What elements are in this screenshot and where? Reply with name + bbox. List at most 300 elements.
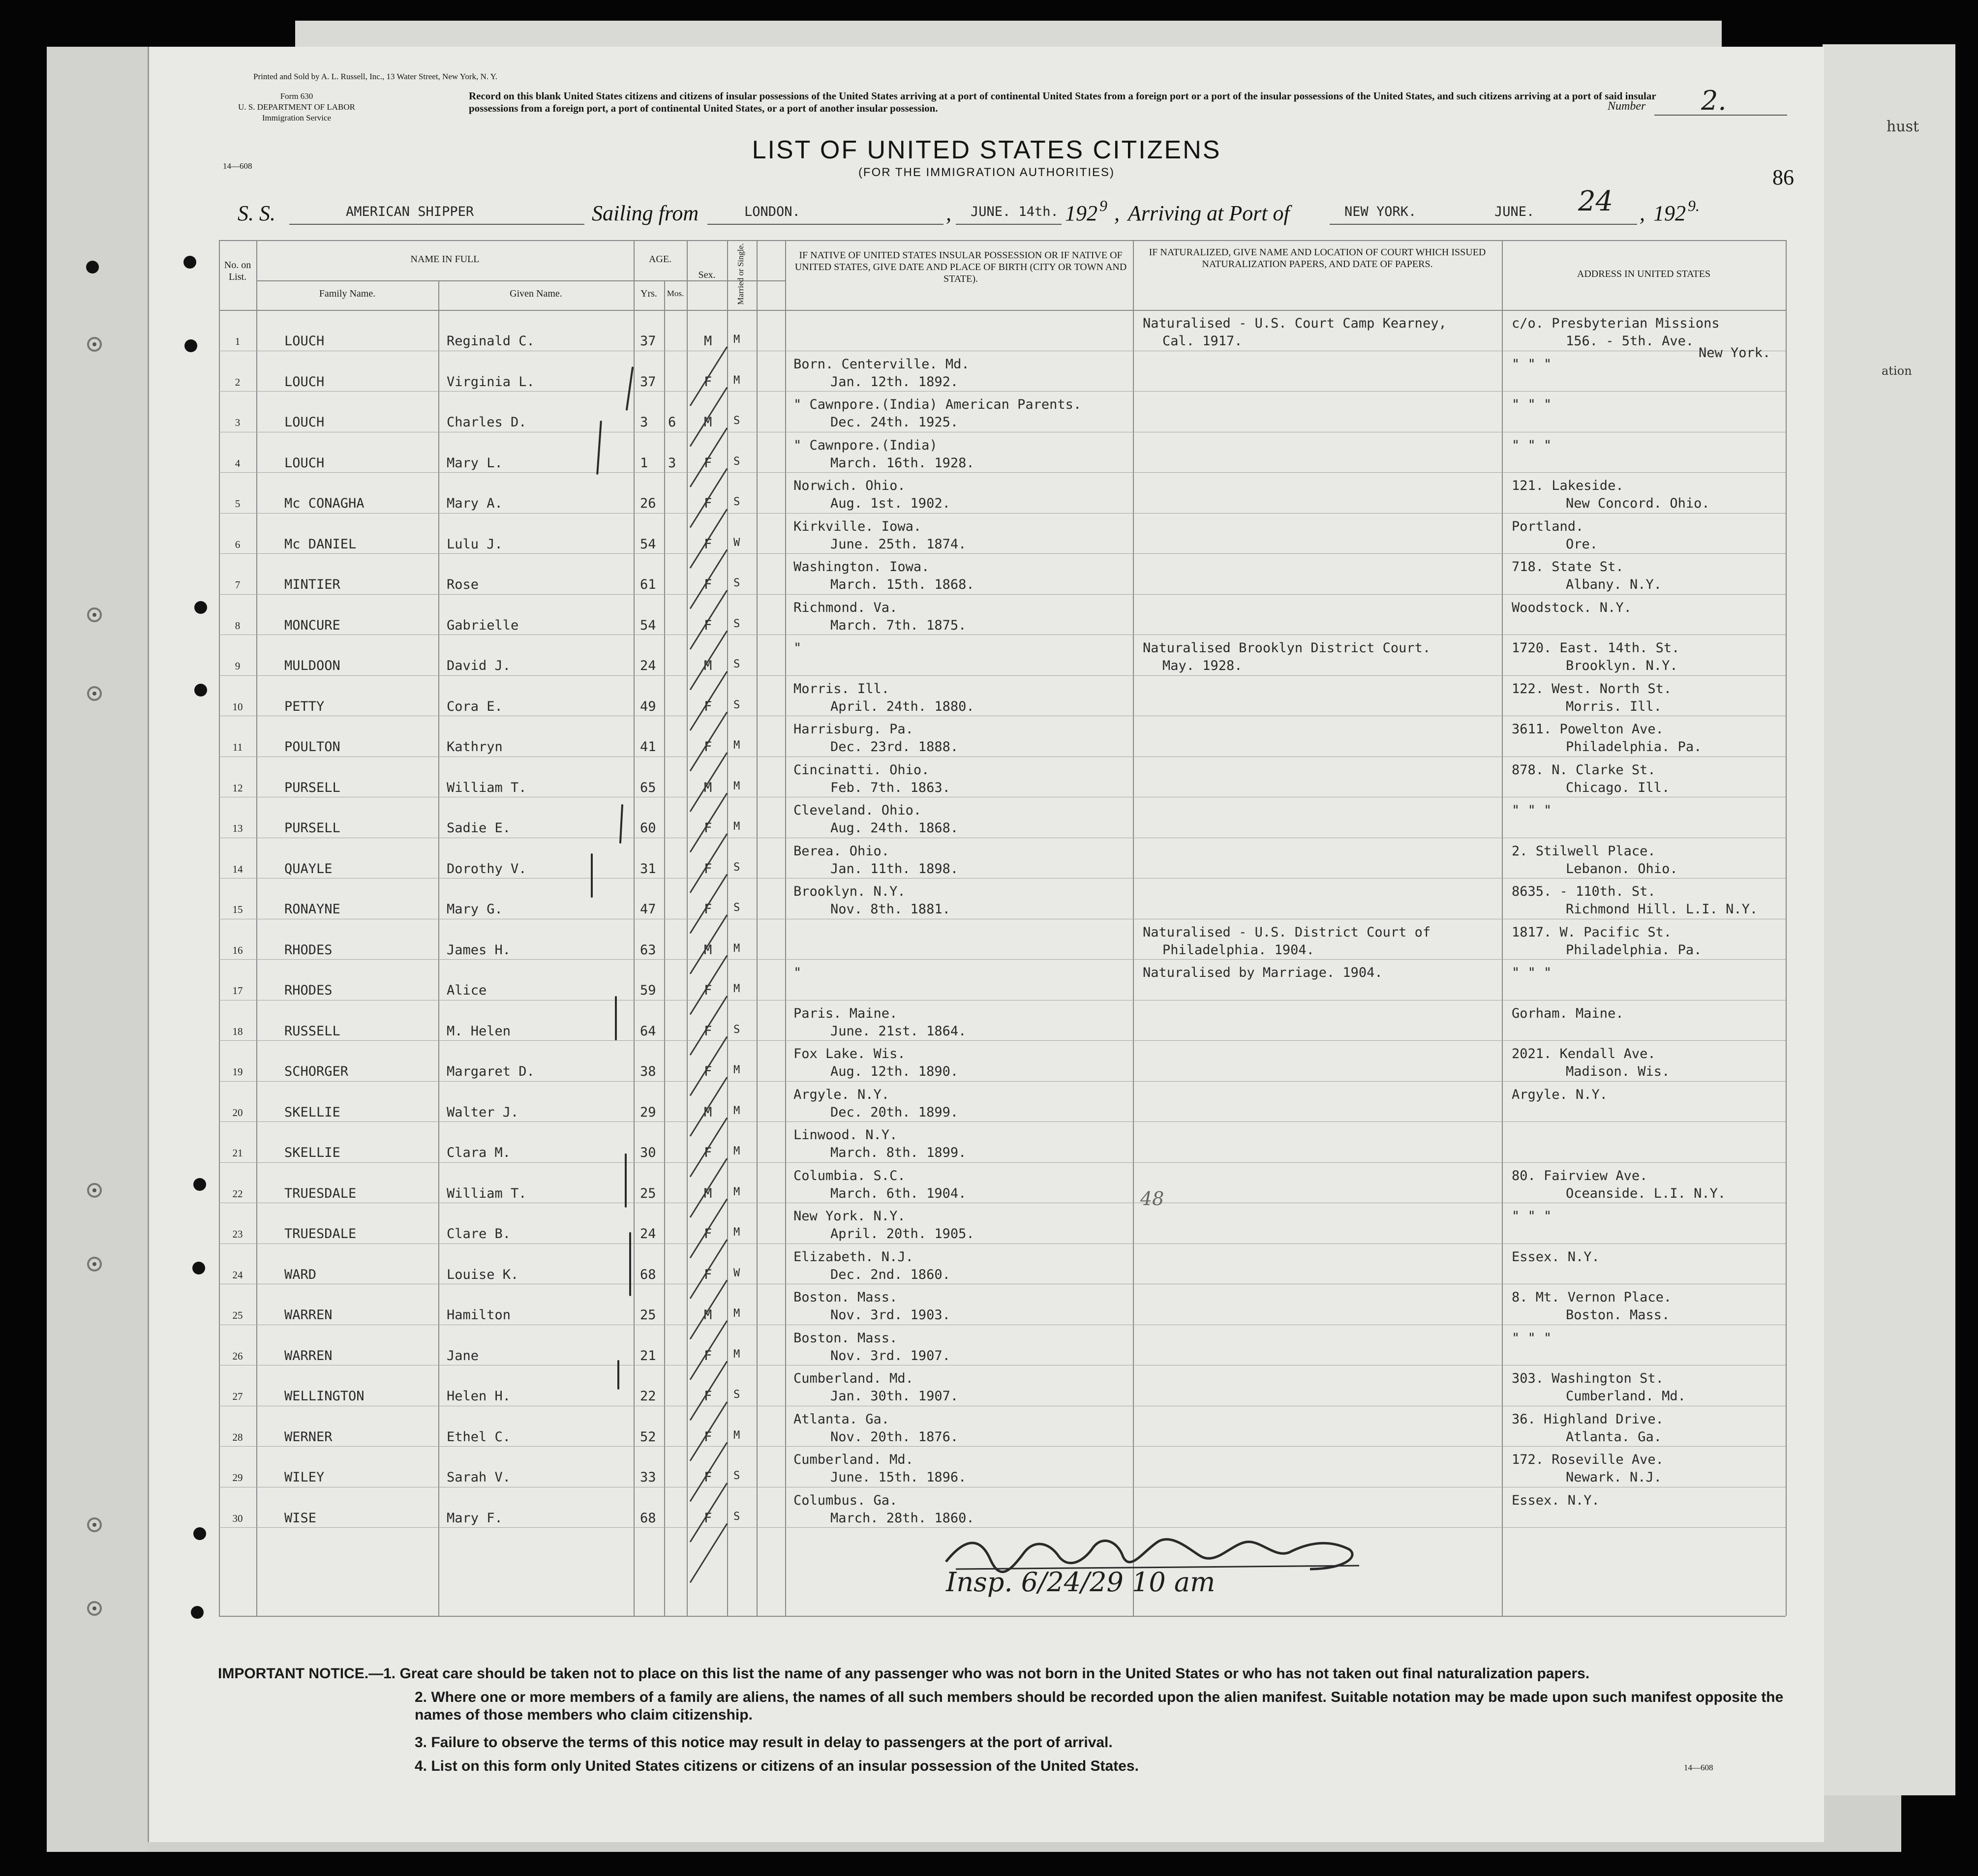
marital-status: M [733,374,740,387]
sex: F [704,1470,712,1485]
birth-date: April. 20th. 1905. [830,1226,974,1241]
binding-ring [87,1257,102,1271]
given-name: Margaret D. [447,1064,535,1079]
header-age: AGE. [648,254,672,265]
address-line-1: c/o. Presbyterian Missions [1512,316,1720,331]
family-name: Mc CONAGHA [284,496,365,511]
row-number: 20 [232,1106,243,1119]
sex: F [704,1267,712,1282]
row-separator [219,513,1786,514]
row-number: 12 [232,782,243,794]
notice-item-2: 2. Where one or more members of a family are aliens, the names of all such members should be recorded upon the alien manifest. Suitable notation may be made upon such manifest opposite the names of those members who claim citizenship. [415,1689,1784,1723]
sex: M [704,658,712,673]
row-number: 14 [232,863,243,875]
sail-date: JUNE. 14th. [971,204,1059,219]
marital-status: M [733,780,740,792]
sex: F [704,861,712,877]
form-code: 14—608 [223,161,252,171]
binding-ring [87,1517,102,1532]
row-number: 7 [235,579,241,591]
sex: F [704,739,712,755]
punch-hole [193,1178,206,1191]
comma: , [1114,201,1120,225]
row-separator [219,553,1786,554]
family-name: PURSELL [284,820,340,836]
age-years: 22 [640,1389,656,1404]
row-number: 2 [235,376,241,388]
address-line-2: Chicago. Ill. [1566,780,1670,795]
address-line-1: 1720. East. 14th. St. [1512,640,1680,656]
sail-year-digit: 9 [1099,197,1107,214]
row-number: 29 [232,1472,243,1483]
header-bottom-border [219,310,1786,311]
row-number: 1 [235,335,241,347]
row-separator [219,594,1786,595]
age-years: 68 [640,1510,656,1526]
birth-date: March. 8th. 1899. [830,1145,967,1160]
ship-name: AMERICAN SHIPPER [346,204,474,219]
given-name: Charles D. [447,415,527,430]
age-years: 54 [640,617,656,633]
binding-strip [47,47,148,1852]
header-family-name: Family Name. [319,288,376,299]
address-line-2: Albany. N.Y. [1566,577,1662,592]
sail-year-prefix: 192 [1065,201,1097,225]
row-number: 28 [232,1431,243,1443]
from-port: LONDON. [744,204,800,219]
given-name: Sarah V. [447,1470,511,1485]
naturalization-line-2: Cal. 1917. [1162,333,1243,349]
punch-hole [86,261,99,273]
address-line-1: " " " [1512,437,1552,453]
given-name: Helen H. [447,1389,511,1404]
edge-fragment: hust [1887,118,1919,135]
marital-status: S [733,1470,740,1482]
given-name: David J. [447,658,511,673]
address-line-2: Philadelphia. Pa. [1566,739,1702,755]
binding-ring [87,1183,102,1198]
marital-status: M [733,942,740,955]
marital-status: S [733,698,740,711]
check-strokes [680,342,739,1601]
row-separator [219,1446,1786,1447]
address-line-1: 8. Mt. Vernon Place. [1512,1290,1672,1305]
adjacent-page [1823,44,1955,1795]
marital-status: S [733,415,740,427]
marital-status: M [733,1429,740,1442]
comma: , [1640,201,1645,225]
marital-status: W [733,1267,740,1279]
birth-place: Paris. Maine. [793,1005,898,1021]
given-name: Alice [447,983,487,998]
family-name: WARD [284,1267,317,1282]
birth-place: Elizabeth. N.J. [793,1249,913,1265]
marital-status: M [733,1226,740,1239]
address-line-1: " " " [1512,965,1552,980]
age-years: 3 [640,415,648,430]
family-name: MINTIER [284,577,340,592]
birth-date: Nov. 3rd. 1907. [830,1348,950,1363]
given-name: Jane [447,1348,479,1363]
given-name: Walter J. [447,1104,519,1120]
birth-place: Harrisburg. Pa. [793,722,913,737]
marital-status: M [733,1307,740,1320]
birth-date: March. 6th. 1904. [830,1185,967,1201]
birth-place: Kirkville. Iowa. [793,518,922,534]
naturalization-line-1: Naturalised - U.S. Court Camp Kearney, [1143,316,1447,331]
from-underline [707,224,943,225]
marital-status: S [733,1023,740,1036]
given-name: James H. [447,942,511,958]
sex: M [704,780,712,795]
record-instructions: Record on this blank United States citizens and citizens of insular possessions of the United States arriving at a port of continental United States from a foreign port or a port of the insular possessions of the United States, and such citizens arriving at a port of said insular possessions from a foreign port, a port of continental United States, or a port of another insular possession. [469,90,1656,114]
marital-status: S [733,577,740,589]
age-years: 21 [640,1348,656,1363]
family-name: TRUESDALE [284,1226,357,1241]
row-number: 11 [232,741,243,753]
family-name: LOUCH [284,374,325,390]
family-name: PURSELL [284,780,340,795]
family-name: RUSSELL [284,1023,340,1039]
age-years: 64 [640,1023,656,1039]
row-number: 30 [232,1512,243,1524]
table-top-border [219,240,1786,241]
table-bottom-border [219,1616,1786,1617]
birth-place: Born. Centerville. Md. [793,356,970,372]
row-separator [219,1162,1786,1163]
sex: F [704,536,712,552]
family-name: PETTY [284,698,325,714]
row-number: 22 [232,1187,243,1200]
age-years: 29 [640,1104,656,1120]
sex: F [704,617,712,633]
address-line-2: Brooklyn. N.Y. [1566,658,1678,673]
address-line-2: Lebanon. Ohio. [1566,861,1678,877]
sex: F [704,496,712,511]
family-name: WISE [284,1510,317,1526]
address-line-2: 156. - 5th. Ave. [1566,333,1694,349]
given-name: William T. [447,1185,527,1201]
sex: M [704,333,712,349]
birth-date: Jan. 30th. 1907. [830,1389,959,1404]
address-line-2: Richmond Hill. L.I. N.Y. [1566,902,1758,917]
ship-underline [289,224,584,225]
row-separator [219,756,1786,757]
address-line-1: Essex. N.Y. [1512,1249,1600,1265]
notice-dash: — [368,1665,384,1682]
sex: F [704,820,712,836]
given-name: Kathryn [447,739,503,755]
address-line-1: 80. Fairview Ave. [1512,1168,1648,1183]
marital-status: M [733,1064,740,1076]
given-name: Cora E. [447,698,503,714]
row-separator [219,959,1786,960]
given-name: Clara M. [447,1145,511,1160]
margin-mark: 48 [1140,1188,1164,1210]
birth-date: June. 25th. 1874. [830,536,967,552]
marital-status: S [733,1389,740,1401]
age-years: 49 [640,698,656,714]
inspector-note: Insp. 6/24/29 10 am [946,1567,1216,1598]
birth-place: Cincinatti. Ohio. [793,762,930,778]
address-line-1: 121. Lakeside. [1512,478,1624,493]
header-married-single: Married or Single. [736,243,745,305]
binding-ring [87,686,102,701]
punch-hole [191,1606,204,1619]
header-no-on-list: No. on List. [224,260,251,282]
row-number: 21 [232,1147,243,1159]
naturalization-line-2: May. 1928. [1162,658,1243,673]
naturalization-line-1: Naturalised Brooklyn District Court. [1143,640,1431,656]
row-number: 16 [232,944,243,956]
age-years: 37 [640,333,656,349]
family-name: LOUCH [284,455,325,471]
birth-date: Dec. 2nd. 1860. [830,1267,950,1282]
marital-status: M [733,1104,740,1117]
given-name: Sadie E. [447,820,511,836]
row-separator [219,1081,1786,1082]
age-years: 59 [640,983,656,998]
sailing-label: Sailing from [592,201,699,225]
age-months: 3 [668,455,676,471]
row-number: 9 [235,660,241,672]
birth-place: Columbia. S.C. [793,1168,906,1183]
address-line-1: 718. State St. [1512,559,1624,575]
punch-hole [184,339,197,352]
marital-status: S [733,902,740,914]
row-separator [219,675,1786,676]
arrival-month: JUNE. [1494,204,1535,219]
address-line-3: New York. [1699,345,1771,361]
row-number: 23 [232,1228,243,1240]
birth-place: Cumberland. Md. [793,1452,913,1467]
family-name: RONAYNE [284,902,340,917]
port-underline [1330,224,1637,225]
given-name: Mary F. [447,1510,503,1526]
sex: F [704,374,712,390]
address-line-1: Portland. [1512,518,1584,534]
binding-ring [87,607,102,622]
birth-date: March. 16th. 1928. [830,455,974,471]
address-line-1: Essex. N.Y. [1512,1492,1600,1508]
row-separator [219,391,1786,392]
sex: M [704,1185,712,1201]
row-separator [219,1040,1786,1041]
binding-ring [87,1601,102,1616]
address-line-1: 36. Highland Drive. [1512,1411,1664,1427]
family-name: WELLINGTON [284,1389,365,1404]
birth-date: Feb. 7th. 1863. [830,780,950,795]
address-line-1: " " " [1512,1209,1552,1224]
sex: F [704,1389,712,1404]
marital-status: S [733,617,740,630]
birth-date: April. 24th. 1880. [830,698,974,714]
row-number: 18 [232,1025,243,1037]
address-line-1: 1817. W. Pacific St. [1512,924,1672,940]
page-number: 86 [1772,165,1794,189]
sex: M [704,415,712,430]
row-separator [219,472,1786,473]
sex: F [704,698,712,714]
birth-place: Columbus. Ga. [793,1492,898,1508]
birth-date: Dec. 23rd. 1888. [830,739,959,755]
date-underline [956,224,1062,225]
age-years: 63 [640,942,656,958]
birth-date: March. 28th. 1860. [830,1510,974,1526]
row-number: 19 [232,1066,243,1078]
age-years: 30 [640,1145,656,1160]
birth-date: Nov. 3rd. 1903. [830,1307,950,1323]
address-line-2: New Concord. Ohio. [1566,496,1710,511]
address-line-1: 2021. Kendall Ave. [1512,1046,1656,1061]
age-years: 65 [640,780,656,795]
address-line-1: 878. N. Clarke St. [1512,762,1656,778]
address-line-1: " " " [1512,1330,1552,1346]
age-years: 24 [640,658,656,673]
birth-date: June. 21st. 1864. [830,1023,967,1039]
birth-place: Washington. Iowa. [793,559,930,575]
marital-status: S [733,455,740,468]
address-line-1: " " " [1512,803,1552,818]
given-name: Dorothy V. [447,861,527,877]
birth-place: Boston. Mass. [793,1290,898,1305]
service: Immigration Service [262,113,332,122]
birth-place: New York. N.Y. [793,1209,906,1224]
punch-hole [194,684,207,696]
row-number: 15 [232,904,243,915]
header-yrs: Yrs. [640,288,657,299]
family-name: RHODES [284,983,333,998]
sex: F [704,577,712,592]
pencil-mark [615,996,617,1040]
given-name: Hamilton [447,1307,511,1323]
column-divider [1133,240,1134,1616]
header-name-in-full: NAME IN FULL [410,254,480,265]
number-label: Number [1608,100,1646,113]
birth-place: " [793,965,802,980]
column-divider [785,240,786,1616]
sex: F [704,1348,712,1363]
age-months: 6 [668,415,676,430]
birth-date: Jan. 11th. 1898. [830,861,959,877]
row-separator [219,1121,1786,1122]
given-name: Virginia L. [447,374,535,390]
row-number: 10 [232,700,243,713]
important-notice [218,1665,1792,1683]
marital-status: S [733,496,740,508]
row-number: 4 [235,457,241,469]
department: U. S. DEPARTMENT OF LABOR [238,102,355,112]
family-name: SCHORGER [284,1064,349,1079]
naturalization-line-2: Philadelphia. 1904. [1162,942,1314,958]
notice-item-1: 1. Great care should be taken not to place on this list the name of any passenger who was not born in the United States or who has not taken out final naturalization papers. [383,1665,1590,1682]
sex: F [704,455,712,471]
punch-hole [192,1262,205,1274]
family-name: Mc DANIEL [284,536,357,552]
row-number: 17 [232,985,243,997]
marital-status: S [733,1510,740,1523]
birth-date: Dec. 20th. 1899. [830,1104,959,1120]
sex: F [704,1145,712,1160]
to-port: NEW YORK. [1344,204,1417,219]
column-divider [438,280,439,1616]
address-line-2: Ore. [1566,536,1598,552]
birth-date: Aug. 24th. 1868. [830,820,959,836]
pencil-mark [617,1360,619,1390]
printer-line: Printed and Sold by A. L. Russell, Inc., 13 Water Street, New York, N. Y. [253,72,497,81]
sex: F [704,1226,712,1241]
birth-date: March. 15th. 1868. [830,577,974,592]
page-subtitle: (FOR THE IMMIGRATION AUTHORITIES) [858,166,1115,179]
family-name: QUAYLE [284,861,333,877]
address-line-2: Atlanta. Ga. [1566,1429,1662,1445]
notice-item-3: 3. Failure to observe the terms of this notice may result in delay to passengers at the port of arrival. [415,1734,1113,1751]
address-line-1: 122. West. North St. [1512,681,1672,696]
ss-label: S. S. [238,201,275,225]
age-years: 37 [640,374,656,390]
family-name: WARREN [284,1307,333,1323]
age-years: 38 [640,1064,656,1079]
age-years: 61 [640,577,656,592]
row-number: 25 [232,1309,243,1321]
header-address: ADDRESS IN UNITED STATES [1577,269,1711,279]
sex: F [704,983,712,998]
marital-status: S [733,861,740,874]
comma: , [946,201,951,225]
row-number: 8 [235,619,241,632]
header-mos: Mos. [667,289,684,298]
header-sex: Sex. [698,270,716,280]
birth-place: Argyle. N.Y. [793,1087,890,1102]
family-name: TRUESDALE [284,1185,357,1201]
row-number: 27 [232,1391,243,1402]
sex: F [704,1064,712,1079]
manifest-sheet [148,47,1824,1842]
family-name: LOUCH [284,415,325,430]
family-name: LOUCH [284,333,325,349]
address-line-1: 8635. - 110th. St. [1512,884,1656,899]
age-years: 26 [640,496,656,511]
marital-status: M [733,820,740,833]
row-number: 24 [232,1269,243,1281]
birth-place: Boston. Mass. [793,1330,898,1346]
column-divider [757,240,758,1616]
age-years: 24 [640,1226,656,1241]
header-birth: IF NATIVE OF UNITED STATES INSULAR POSSESSION OR IF NATIVE OF UNITED STATES, GIVE DATE AND PLACE OF BIRTH (CITY OR TOWN AND STATE). [794,250,1127,284]
binding-ring [87,337,102,352]
birth-place: Norwich. Ohio. [793,478,906,493]
sex: M [704,942,712,958]
pencil-mark [626,366,634,411]
address-line-1: 303. Washington St. [1512,1371,1664,1386]
family-name: POULTON [284,739,340,755]
page-title: LIST OF UNITED STATES CITIZENS [752,136,1221,164]
family-name: WERNER [284,1429,333,1445]
address-line-1: 2. Stilwell Place. [1512,843,1656,859]
marital-status: M [733,983,740,995]
arrival-day: 24 [1578,185,1613,217]
birth-date: March. 7th. 1875. [830,617,967,633]
marital-status: S [733,658,740,670]
row-number: 26 [232,1350,243,1362]
given-name: Clare B. [447,1226,511,1241]
arriving-label: Arriving at Port of [1128,201,1290,225]
age-years: 1 [640,455,648,471]
age-years: 31 [640,861,656,877]
family-name: MONCURE [284,617,340,633]
family-name: MULDOON [284,658,340,673]
number-value: 2. [1701,85,1727,116]
